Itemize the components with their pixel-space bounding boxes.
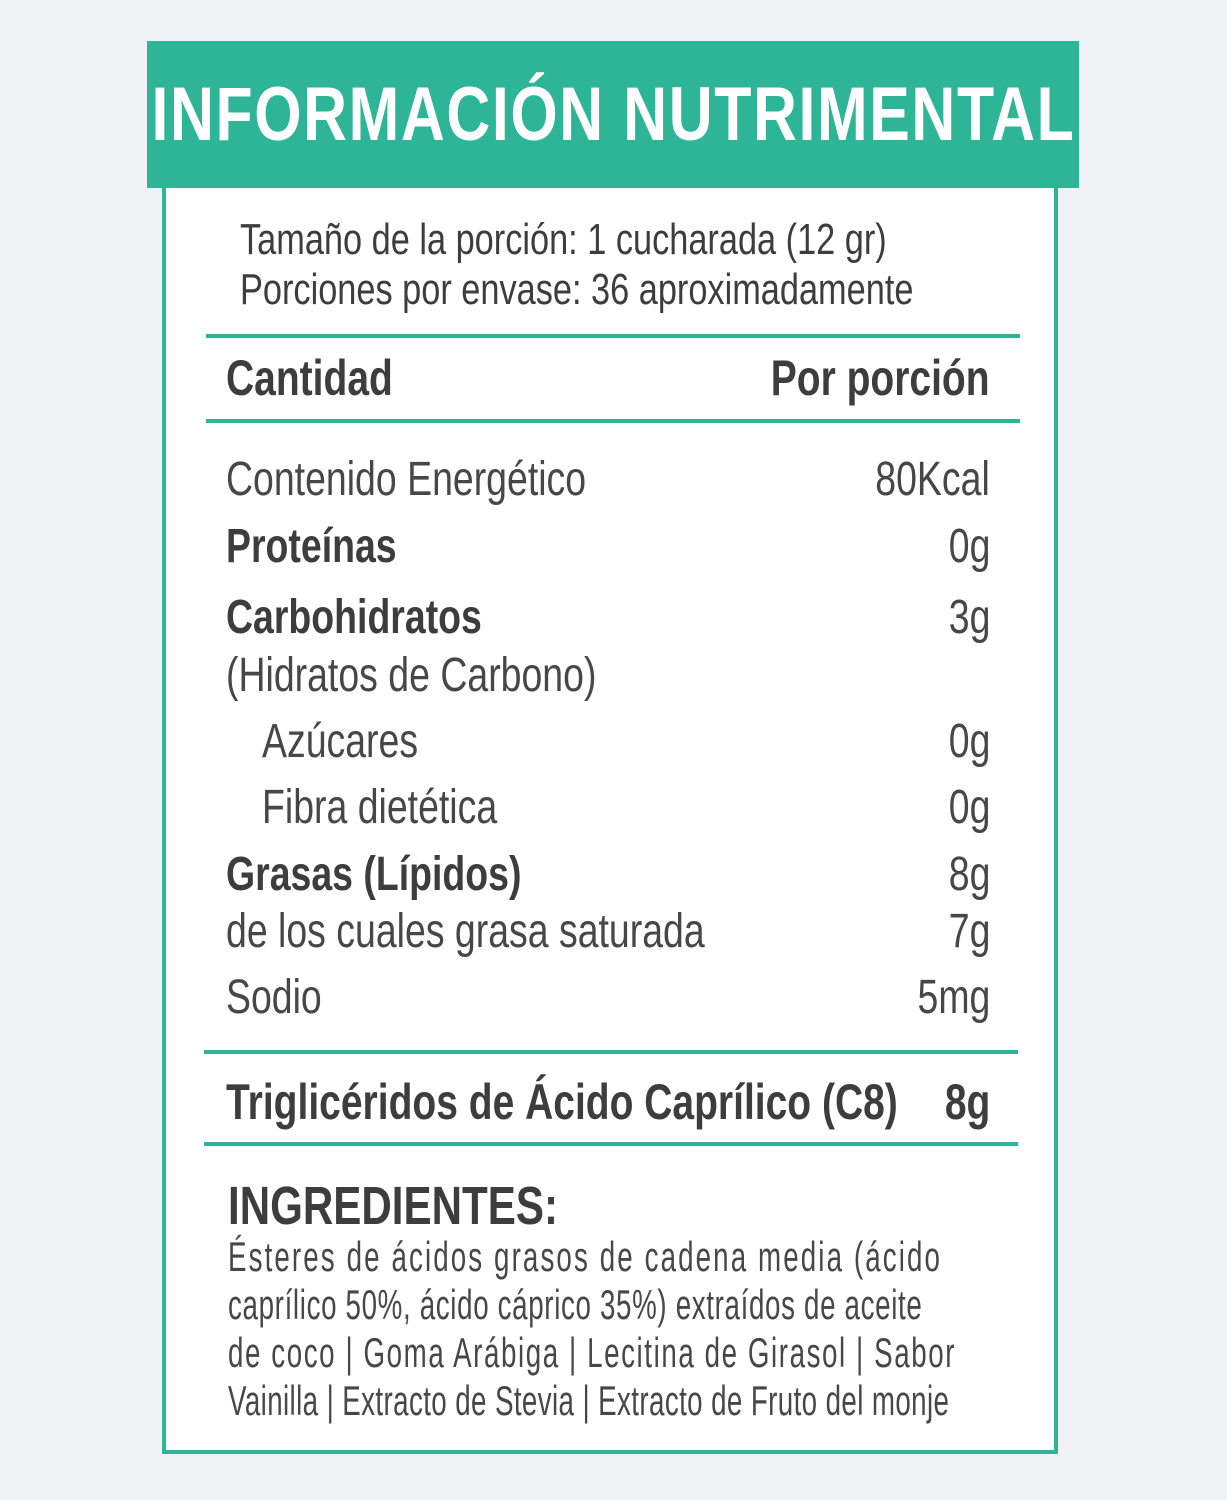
ingredients-text: caprílico 50%, ácido cáprico 35%) extraídos de aceite — [228, 1281, 923, 1328]
divider-top — [206, 334, 1020, 338]
nutrient-name: Contenido Energético — [226, 453, 587, 506]
ingredients-line-3 — [228, 1330, 996, 1376]
nutrient-name: Carbohidratos — [226, 591, 482, 644]
nutrient-value: 0g — [948, 781, 990, 834]
nutrient-row-protein — [226, 517, 990, 577]
header-band — [147, 41, 1079, 188]
nutrient-value: 0g — [948, 715, 990, 768]
nutrient-row-energy — [226, 450, 990, 510]
ingredients-line-1 — [228, 1234, 996, 1280]
nutrient-name: Grasas (Lípidos) — [226, 848, 522, 901]
per-serving-header: Por porción — [771, 350, 990, 406]
divider-before-c8 — [204, 1050, 1018, 1054]
ingredients-line-2 — [228, 1282, 996, 1328]
nutrient-value: 7g — [948, 905, 990, 958]
nutrient-value: 80Kcal — [875, 453, 990, 506]
nutrient-name: Azúcares — [262, 715, 419, 768]
ingredients-title — [228, 1178, 651, 1234]
ingredients-text: de coco | Goma Arábiga | Lecitina de Girasol | Sabor — [228, 1329, 957, 1376]
nutrient-row-fats — [226, 845, 990, 905]
nutrient-row-fiber — [226, 778, 990, 838]
nutrient-name: Proteínas — [226, 520, 397, 573]
divider-header — [206, 419, 1020, 423]
ingredients-title-text: INGREDIENTES: — [228, 1176, 558, 1236]
nutrient-row-carbs-alt — [226, 646, 990, 706]
ingredients-text: Vainilla | Extracto de Stevia | Extracto de Fruto del monje — [228, 1377, 950, 1424]
nutrient-name: Fibra dietética — [262, 781, 498, 834]
table-header-row — [226, 348, 990, 408]
nutrient-row-sugars — [226, 712, 990, 772]
c8-value: 8g — [944, 1074, 990, 1130]
servings-per-container — [240, 265, 1103, 314]
nutrient-value: 3g — [948, 591, 990, 644]
nutrient-row-sodium — [226, 968, 990, 1028]
serving-size — [240, 215, 1069, 264]
nutrient-name: (Hidratos de Carbono) — [226, 649, 597, 702]
nutrient-row-saturated — [226, 902, 990, 962]
nutrient-row-carbs — [226, 588, 990, 648]
ingredients-text: Ésteres de ácidos grasos de cadena media (ácido — [228, 1233, 943, 1280]
nutrient-value: 0g — [948, 520, 990, 573]
c8-name: Triglicéridos de Ácido Caprílico (C8) — [226, 1074, 898, 1130]
divider-after-c8 — [204, 1142, 1018, 1146]
nutrient-name: de los cuales grasa saturada — [226, 905, 705, 958]
c8-row — [226, 1072, 990, 1132]
quantity-header: Cantidad — [226, 350, 393, 406]
nutrient-value: 8g — [948, 848, 990, 901]
label-title: INFORMACIÓN NUTRIMENTAL — [151, 71, 1075, 157]
nutrient-name: Sodio — [226, 971, 322, 1024]
servings-per-container-text: Porciones por envase: 36 aproximadamente — [240, 265, 914, 314]
serving-size-text: Tamaño de la porción: 1 cucharada (12 gr) — [240, 215, 887, 264]
nutrient-value: 5mg — [917, 971, 990, 1024]
ingredients-line-4 — [228, 1378, 996, 1424]
